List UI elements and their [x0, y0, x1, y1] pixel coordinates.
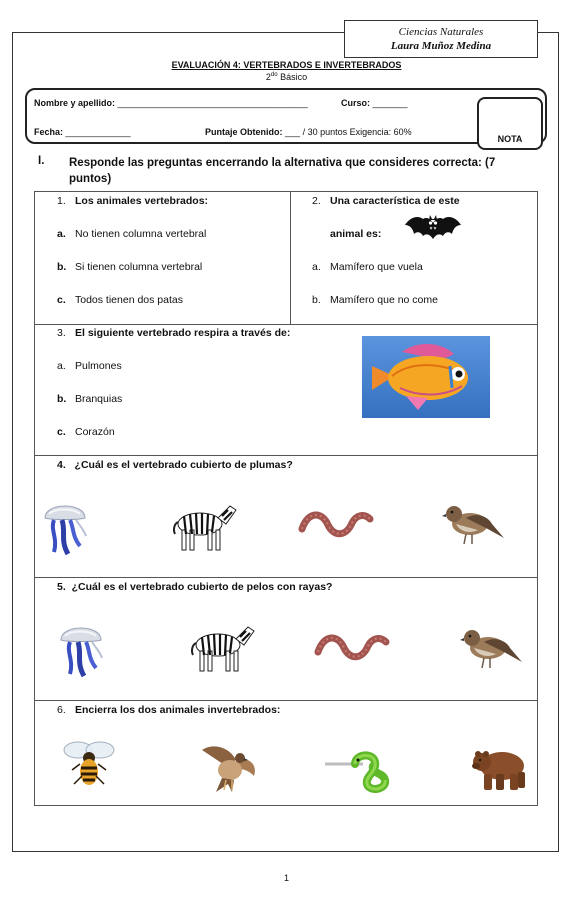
- question-text: El siguiente vertebrado respira a través de:: [75, 327, 291, 339]
- jellyfish-image[interactable]: [56, 618, 106, 678]
- question-4: [57, 459, 293, 471]
- subject-box: [344, 20, 538, 58]
- option-text: Si tienen columna vertebral: [75, 261, 203, 273]
- fish-image: [362, 336, 490, 418]
- q1-option-c[interactable]: [57, 294, 183, 306]
- option-text: No tienen columna vertebral: [75, 228, 207, 240]
- subject-name: Ciencias Naturales: [398, 26, 484, 38]
- q3-option-c[interactable]: [57, 426, 115, 438]
- date-blank: _____________: [65, 127, 131, 137]
- section-instruction: [69, 155, 529, 187]
- question-number: 1.: [57, 195, 66, 207]
- zebra-image[interactable]: [188, 620, 256, 676]
- requirement-label: Exigencia:: [349, 127, 392, 137]
- option-text: Mamífero que no come: [330, 294, 438, 306]
- name-label: Nombre y apellido:: [34, 98, 116, 108]
- q2-option-a[interactable]: [312, 261, 423, 273]
- hawk-image[interactable]: [196, 740, 260, 794]
- nota-box[interactable]: [477, 97, 543, 150]
- bat-icon: [404, 213, 462, 245]
- date-field[interactable]: [34, 127, 131, 137]
- option-letter: b.: [57, 261, 67, 273]
- option-text: Todos tienen dos patas: [75, 294, 183, 306]
- row-divider: [35, 324, 537, 325]
- option-letter: b.: [57, 393, 67, 405]
- option-text: Mamífero que vuela: [330, 261, 423, 273]
- q3-option-a[interactable]: [57, 360, 122, 372]
- zebra-image[interactable]: [170, 500, 238, 554]
- question-5: [57, 581, 332, 593]
- option-letter: c.: [57, 294, 66, 306]
- grade-suffix: do: [270, 72, 278, 78]
- q1-option-a[interactable]: [57, 228, 206, 240]
- grade-level: [0, 72, 573, 82]
- bear-image[interactable]: [470, 742, 532, 792]
- jellyfish-image[interactable]: [40, 496, 90, 556]
- instruction-line-2: puntos): [69, 173, 112, 185]
- section-number: I.: [38, 155, 45, 167]
- page-number: 1: [283, 873, 289, 883]
- instruction-line-1: Responde las preguntas encerrando la alternativa que consideres correcta: (7: [69, 157, 496, 169]
- course-blank: _______: [372, 98, 408, 108]
- nota-label: NOTA: [497, 134, 523, 144]
- author-name: Laura Muñoz Medina: [390, 40, 492, 52]
- evaluation-title: EVALUACIÓN 4: VERTEBRADOS E INVERTEBRADOS: [171, 60, 402, 70]
- question-number: 2.: [312, 195, 321, 207]
- option-letter: a.: [312, 261, 321, 273]
- score-total: / 30 puntos: [302, 127, 348, 137]
- grade-number: 2: [265, 72, 271, 82]
- question-text: Una característica de este: [330, 195, 460, 207]
- option-letter: b.: [312, 294, 321, 306]
- requirement-value: 60%: [393, 127, 412, 137]
- q2-option-b[interactable]: [312, 294, 438, 306]
- sparrow-image[interactable]: [442, 498, 506, 548]
- question-text: Encierra los dos animales invertebrados:: [75, 704, 281, 716]
- question-text: animal es:: [330, 228, 382, 240]
- question-6: [57, 704, 280, 716]
- question-number: 3.: [57, 327, 66, 339]
- column-divider: [290, 192, 291, 324]
- worm-image[interactable]: [314, 626, 390, 666]
- name-blank: ______________________________________: [117, 98, 308, 108]
- course-field[interactable]: [341, 98, 408, 108]
- question-text: ¿Cuál es el vertebrado cubierto de pelos con rayas?: [71, 581, 333, 593]
- option-letter: a.: [57, 228, 66, 240]
- option-text: Branquias: [75, 393, 123, 405]
- option-text: Corazón: [75, 426, 115, 438]
- q3-option-b[interactable]: [57, 393, 122, 405]
- question-number: 4.: [57, 459, 66, 471]
- q1-option-b[interactable]: [57, 261, 202, 273]
- question-number: 6.: [57, 704, 66, 716]
- question-1: [57, 195, 208, 207]
- row-divider: [35, 577, 537, 578]
- name-field[interactable]: [34, 98, 308, 108]
- question-number: 5.: [57, 581, 66, 593]
- score-field[interactable]: [205, 127, 412, 137]
- option-text: Pulmones: [75, 360, 122, 372]
- question-text: ¿Cuál es el vertebrado cubierto de plumas?: [74, 459, 293, 471]
- question-2-line-2: [330, 228, 381, 240]
- date-label: Fecha:: [34, 127, 64, 137]
- snake-image[interactable]: [325, 744, 401, 794]
- option-letter: a.: [57, 360, 66, 372]
- score-label: Puntaje Obtenido:: [205, 127, 283, 137]
- option-letter: c.: [57, 426, 66, 438]
- bee-image[interactable]: [58, 738, 120, 790]
- question-text: Los animales vertebrados:: [75, 195, 209, 207]
- course-label: Curso:: [341, 98, 370, 108]
- grade-word: Básico: [280, 72, 308, 82]
- row-divider: [35, 700, 537, 701]
- worm-image[interactable]: [298, 503, 374, 543]
- row-divider: [35, 455, 537, 456]
- question-3: [57, 327, 290, 339]
- score-blank: ___: [285, 127, 301, 137]
- question-2: [312, 195, 460, 207]
- sparrow-image[interactable]: [460, 622, 524, 672]
